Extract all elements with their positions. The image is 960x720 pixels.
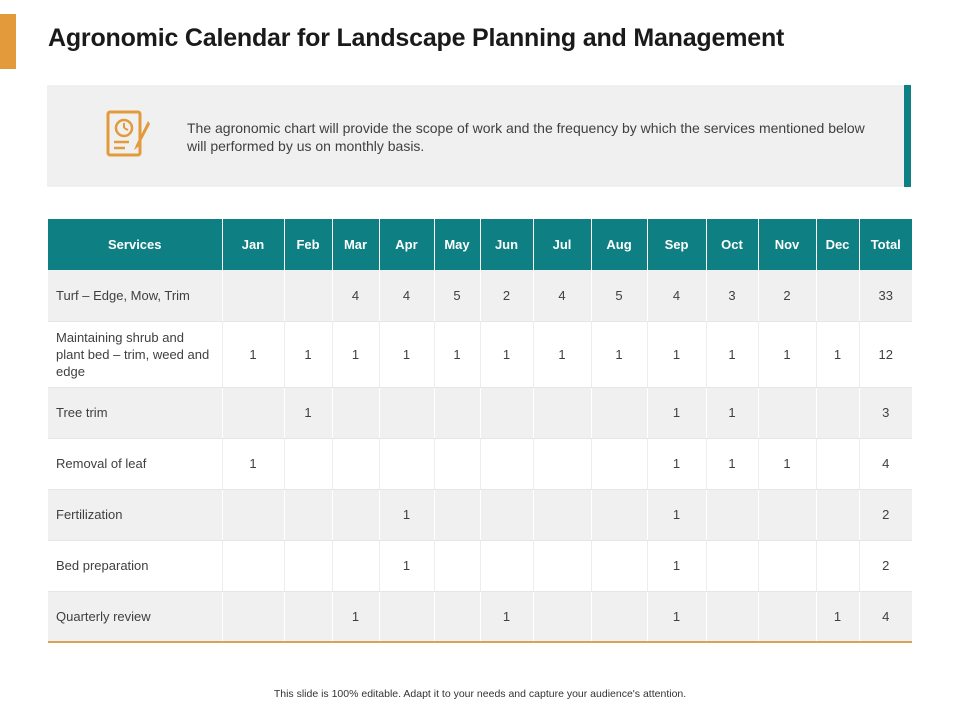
table-row — [48, 438, 912, 489]
month-count-cell: 4 — [379, 270, 434, 321]
service-name-cell: Bed preparation — [48, 540, 222, 591]
month-count-cell: 2 — [480, 270, 533, 321]
month-count-cell: 1 — [434, 321, 480, 387]
month-count-cell — [379, 591, 434, 642]
month-count-cell: 5 — [434, 270, 480, 321]
month-count-cell — [222, 270, 284, 321]
month-count-cell: 1 — [706, 321, 758, 387]
month-count-cell: 3 — [706, 270, 758, 321]
month-count-cell — [222, 489, 284, 540]
month-count-cell: 1 — [222, 321, 284, 387]
header-jun: Jun — [480, 219, 533, 270]
month-count-cell — [332, 540, 379, 591]
month-count-cell — [533, 387, 591, 438]
month-count-cell — [591, 489, 647, 540]
table-row — [48, 270, 912, 321]
header-mar: Mar — [332, 219, 379, 270]
month-count-cell: 2 — [758, 270, 816, 321]
month-count-cell: 4 — [647, 270, 706, 321]
table-row — [48, 387, 912, 438]
header-feb: Feb — [284, 219, 332, 270]
service-name-cell: Tree trim — [48, 387, 222, 438]
header-oct: Oct — [706, 219, 758, 270]
month-count-cell: 1 — [816, 591, 859, 642]
header-apr: Apr — [379, 219, 434, 270]
month-count-cell — [533, 438, 591, 489]
footer-note: This slide is 100% editable. Adapt it to your needs and capture your audience's attention. — [273, 688, 687, 700]
month-count-cell — [480, 489, 533, 540]
month-count-cell — [284, 591, 332, 642]
month-count-cell — [434, 591, 480, 642]
teal-edge-bar — [904, 85, 911, 187]
total-cell: 4 — [859, 438, 912, 489]
service-name-cell: Quarterly review — [48, 591, 222, 642]
month-count-cell: 1 — [533, 321, 591, 387]
month-count-cell: 1 — [706, 438, 758, 489]
description-text: The agronomic chart will provide the scope of work and the frequency by which the services mentioned below will performed by us on monthly basis. — [187, 120, 865, 154]
month-count-cell — [533, 591, 591, 642]
service-name-cell: Fertilization — [48, 489, 222, 540]
table-header-row — [48, 219, 912, 270]
month-count-cell: 1 — [647, 540, 706, 591]
month-count-cell — [706, 540, 758, 591]
month-count-cell: 1 — [647, 321, 706, 387]
month-count-cell — [480, 387, 533, 438]
month-count-cell — [706, 489, 758, 540]
table-row — [48, 540, 912, 591]
header-aug: Aug — [591, 219, 647, 270]
header-total: Total — [859, 219, 912, 270]
month-count-cell — [222, 591, 284, 642]
month-count-cell — [758, 387, 816, 438]
month-count-cell — [816, 438, 859, 489]
month-count-cell — [758, 540, 816, 591]
month-count-cell — [480, 438, 533, 489]
month-count-cell: 1 — [332, 321, 379, 387]
month-count-cell: 1 — [332, 591, 379, 642]
header-services: Services — [48, 219, 222, 270]
month-count-cell — [434, 489, 480, 540]
month-count-cell — [222, 387, 284, 438]
month-count-cell — [434, 540, 480, 591]
service-name-cell: Maintaining shrub and plant bed – trim, weed and edge — [48, 321, 222, 387]
total-cell: 12 — [859, 321, 912, 387]
month-count-cell: 1 — [480, 591, 533, 642]
month-count-cell — [816, 270, 859, 321]
header-jan: Jan — [222, 219, 284, 270]
month-count-cell — [758, 591, 816, 642]
month-count-cell: 1 — [816, 321, 859, 387]
month-count-cell — [284, 489, 332, 540]
month-count-cell — [284, 438, 332, 489]
month-count-cell — [284, 540, 332, 591]
month-count-cell — [480, 540, 533, 591]
total-cell: 3 — [859, 387, 912, 438]
month-count-cell — [332, 489, 379, 540]
month-count-cell: 1 — [379, 321, 434, 387]
header-jul: Jul — [533, 219, 591, 270]
service-name-cell: Turf – Edge, Mow, Trim — [48, 270, 222, 321]
month-count-cell — [706, 591, 758, 642]
agronomic-calendar-table — [48, 219, 912, 643]
total-cell: 2 — [859, 489, 912, 540]
table-row — [48, 489, 912, 540]
month-count-cell: 4 — [533, 270, 591, 321]
month-count-cell: 1 — [284, 387, 332, 438]
month-count-cell: 1 — [647, 438, 706, 489]
month-count-cell: 1 — [222, 438, 284, 489]
month-count-cell: 1 — [480, 321, 533, 387]
total-cell: 4 — [859, 591, 912, 642]
month-count-cell — [816, 387, 859, 438]
document-clock-pencil-icon — [105, 109, 153, 161]
total-cell: 2 — [859, 540, 912, 591]
month-count-cell: 1 — [379, 489, 434, 540]
month-count-cell: 1 — [591, 321, 647, 387]
month-count-cell: 1 — [647, 489, 706, 540]
month-count-cell — [222, 540, 284, 591]
accent-bar — [0, 14, 16, 69]
month-count-cell — [284, 270, 332, 321]
month-count-cell: 1 — [647, 387, 706, 438]
month-count-cell — [816, 489, 859, 540]
header-sep: Sep — [647, 219, 706, 270]
header-dec: Dec — [816, 219, 859, 270]
month-count-cell — [434, 387, 480, 438]
month-count-cell — [533, 540, 591, 591]
month-count-cell — [591, 438, 647, 489]
month-count-cell — [434, 438, 480, 489]
total-cell: 33 — [859, 270, 912, 321]
month-count-cell: 5 — [591, 270, 647, 321]
month-count-cell — [591, 591, 647, 642]
month-count-cell — [533, 489, 591, 540]
month-count-cell — [758, 489, 816, 540]
table-row — [48, 591, 912, 642]
month-count-cell — [816, 540, 859, 591]
month-count-cell — [332, 438, 379, 489]
info-box — [47, 85, 911, 187]
header-nov: Nov — [758, 219, 816, 270]
month-count-cell: 1 — [706, 387, 758, 438]
month-count-cell — [591, 540, 647, 591]
month-count-cell — [332, 387, 379, 438]
service-name-cell: Removal of leaf — [48, 438, 222, 489]
month-count-cell — [379, 438, 434, 489]
month-count-cell: 1 — [284, 321, 332, 387]
month-count-cell: 4 — [332, 270, 379, 321]
page-title: Agronomic Calendar for Landscape Planning and Management — [48, 24, 785, 52]
month-count-cell: 1 — [758, 438, 816, 489]
month-count-cell: 1 — [647, 591, 706, 642]
month-count-cell — [379, 387, 434, 438]
month-count-cell: 1 — [379, 540, 434, 591]
month-count-cell: 1 — [758, 321, 816, 387]
header-may: May — [434, 219, 480, 270]
table-row — [48, 321, 912, 387]
month-count-cell — [591, 387, 647, 438]
